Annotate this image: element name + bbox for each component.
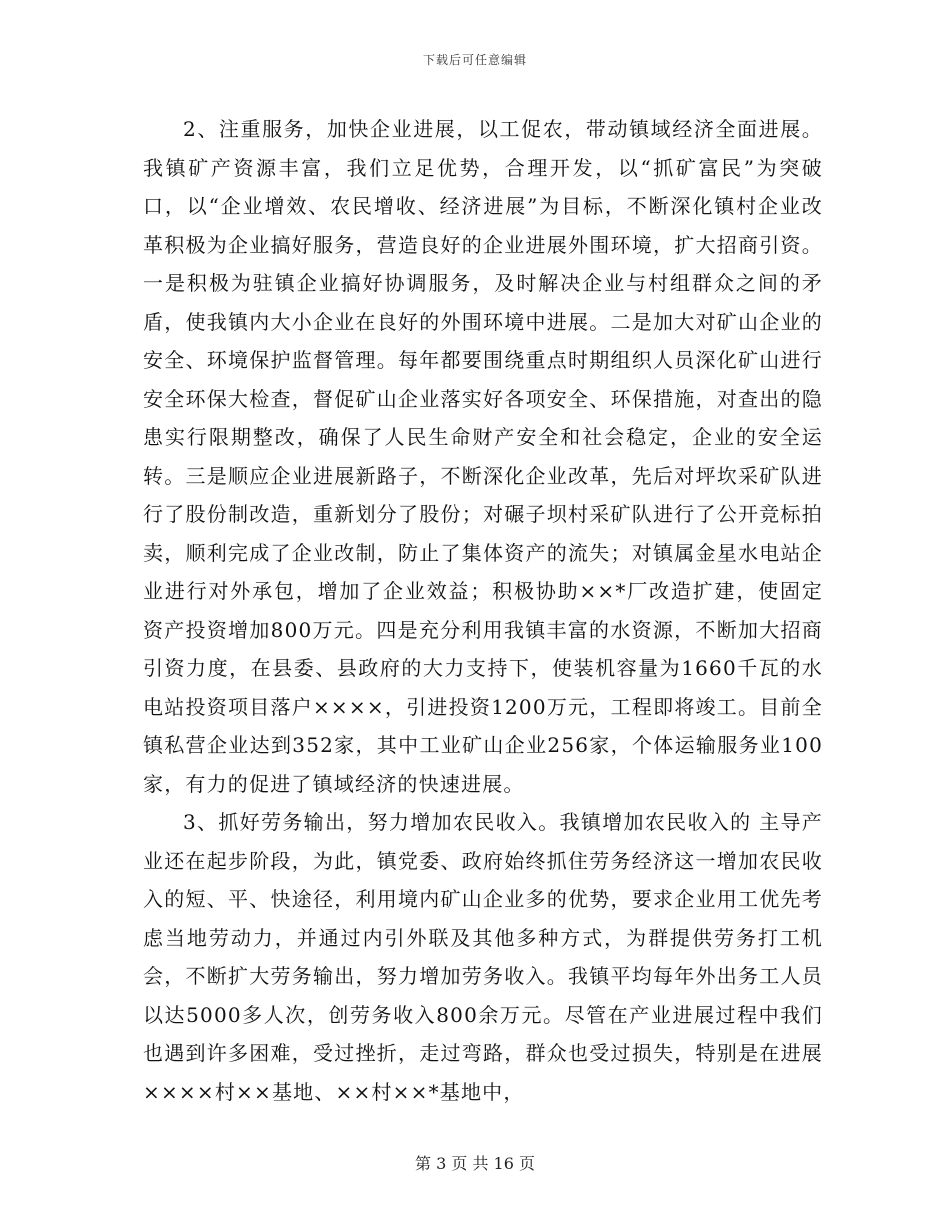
document-body xyxy=(143,110,823,1111)
paragraph-enterprise-service: 2、注重服务，加快企业进展，以工促农，带动镇域经济全面进展。我镇矿产资源丰富，我们立足优势，合理开发，以“抓矿富民”为突破口，以“企业增效、农民增收、经济进展”为目标，不断深化镇村企业改革积极为企业搞好服务，营造良好的企业进展外围环境，扩大招商引资。一是积极为驻镇企业搞好协调服务，及时解决企业与村组群众之间的矛盾，使我镇内大小企业在良好的外围环境中进展。二是加大对矿山企业的安全、环境保护监督管理。每年都要围绕重点时期组织人员深化矿山进行安全环保大检查，督促矿山企业落实好各项安全、环保措施，对查出的隐患实行限期整改，确保了人民生命财产安全和社会稳定，企业的安全运转。三是顺应企业进展新路子，不断深化企业改革，先后对坪坎采矿队进行了股份制改造，重新划分了股份；对碾子坝村采矿队进行了公开竞标拍卖，顺利完成了企业改制，防止了集体资产的流失；对镇属金星水电站企业进行对外承包，增加了企业效益；积极协助××*厂改造扩建，使固定资产投资增加800万元。四是充分利用我镇丰富的水资源，不断加大招商引资力度，在县委、县政府的大力支持下，使装机容量为1660千瓦的水电站投资项目落户××××，引进投资1200万元，工程即将竣工。目前全镇私营企业达到352家，其中工业矿山企业256家，个体运输服务业100家，有力的促进了镇域经济的快速进展。 xyxy=(143,117,823,796)
page-number: 第 3 页 共 16 页 xyxy=(415,1154,535,1173)
page-header-note: 下载后可任意编辑 xyxy=(422,53,527,67)
paragraph-labor-export: 3、抓好劳务输出，努力增加农民收入。我镇增加农民收入的 主导产业还在起步阶段，为此，镇党委、政府始终抓住劳务经济这一增加农民收入的短、平、快途径，利用境内矿山企业多的优势，要求企业用工优先考虑当地劳动力，并通过内引外联及其他多种方式，为群提供劳务打工机会，不断扩大劳务输出，努力增加劳务收入。我镇平均每年外出务工人员以达5000多人次，创劳务收入800余万元。尽管在产业进展过程中我们也遇到许多困难，受过挫折，走过弯路，群众也受过损失，特别是在进展××××村××基地、××村××*基地中， xyxy=(143,810,823,1104)
